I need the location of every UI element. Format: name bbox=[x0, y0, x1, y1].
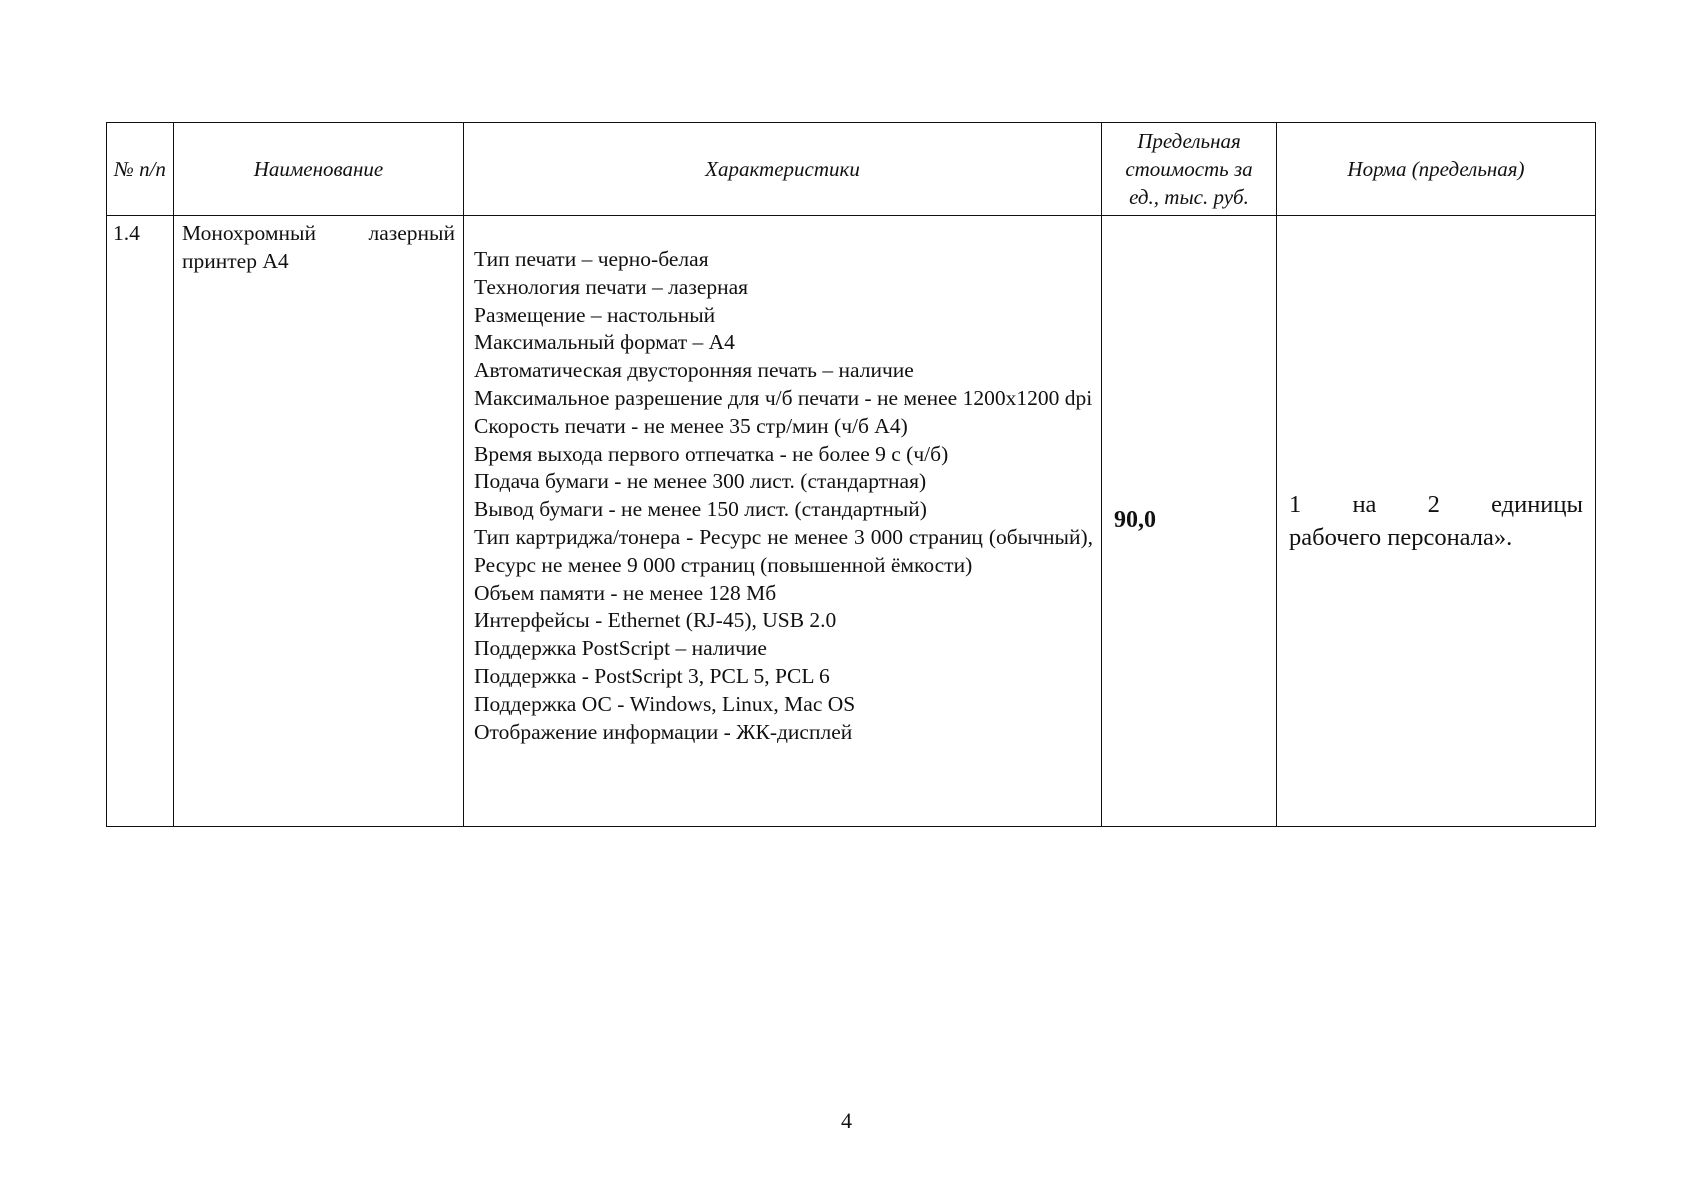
characteristic-item: Тип картриджа/тонера - Ресурс не менее 3 000 страниц (обычный), Ресурс не менее 9 000 страниц (повышенной ёмкости) bbox=[474, 524, 1093, 577]
characteristic-item: Объем памяти - не менее 128 Мб bbox=[474, 580, 777, 605]
page-number: 4 bbox=[841, 1108, 852, 1133]
characteristic-item: Скорость печати - не менее 35 стр/мин (ч/б А4) bbox=[474, 413, 908, 438]
header-name: Наименование bbox=[174, 123, 464, 216]
characteristic-item: Максимальный формат – А4 bbox=[474, 330, 735, 355]
row-price: 90,0 bbox=[1102, 216, 1277, 827]
row-name: Монохромный лазерный принтер А4 bbox=[174, 216, 464, 827]
characteristic-item: Максимальное разрешение для ч/б печати - не менее 1200x1200 dpi bbox=[474, 385, 1093, 410]
characteristic-item: Автоматическая двусторонняя печать – наличие bbox=[474, 358, 914, 383]
characteristic-item: Поддержка ОС - Windows, Linux, Mac OS bbox=[474, 691, 856, 716]
specification-table bbox=[106, 122, 1596, 827]
characteristic-item: Интерфейсы - Ethernet (RJ-45), USB 2.0 bbox=[474, 608, 837, 633]
norm-text-first: 1 на 2 единицы bbox=[1289, 491, 1583, 518]
characteristic-item: Вывод бумаги - не менее 150 лист. (стандартный) bbox=[474, 497, 927, 522]
header-norm: Норма (предельная) bbox=[1277, 123, 1596, 216]
header-price: Предельная стоимость за ед., тыс. руб. bbox=[1102, 123, 1277, 216]
characteristic-item: Подача бумаги - не менее 300 лист. (стандартная) bbox=[474, 469, 927, 494]
characteristic-item: Тип печати – черно-белая bbox=[474, 247, 709, 271]
header-characteristics: Характеристики bbox=[464, 123, 1102, 216]
row-num: 1.4 bbox=[107, 216, 174, 827]
characteristic-item: Время выхода первого отпечатка - не более 9 с (ч/б) bbox=[474, 441, 949, 466]
characteristic-item: Отображение информации - ЖК-дисплей bbox=[474, 719, 853, 744]
characteristic-item: Технология печати – лазерная bbox=[474, 274, 749, 299]
row-characteristics bbox=[464, 216, 1102, 827]
row-norm bbox=[1277, 216, 1596, 827]
table-header-row bbox=[107, 123, 1596, 216]
characteristic-item: Размещение – настольный bbox=[474, 302, 716, 327]
table-row bbox=[107, 216, 1596, 827]
characteristic-item: Поддержка PostScript – наличие bbox=[474, 636, 767, 661]
norm-text-second: рабочего персонала». bbox=[1289, 524, 1513, 551]
characteristic-item: Поддержка - PostScript 3, PCL 5, PCL 6 bbox=[474, 663, 830, 688]
header-num: № п/п bbox=[107, 123, 174, 216]
